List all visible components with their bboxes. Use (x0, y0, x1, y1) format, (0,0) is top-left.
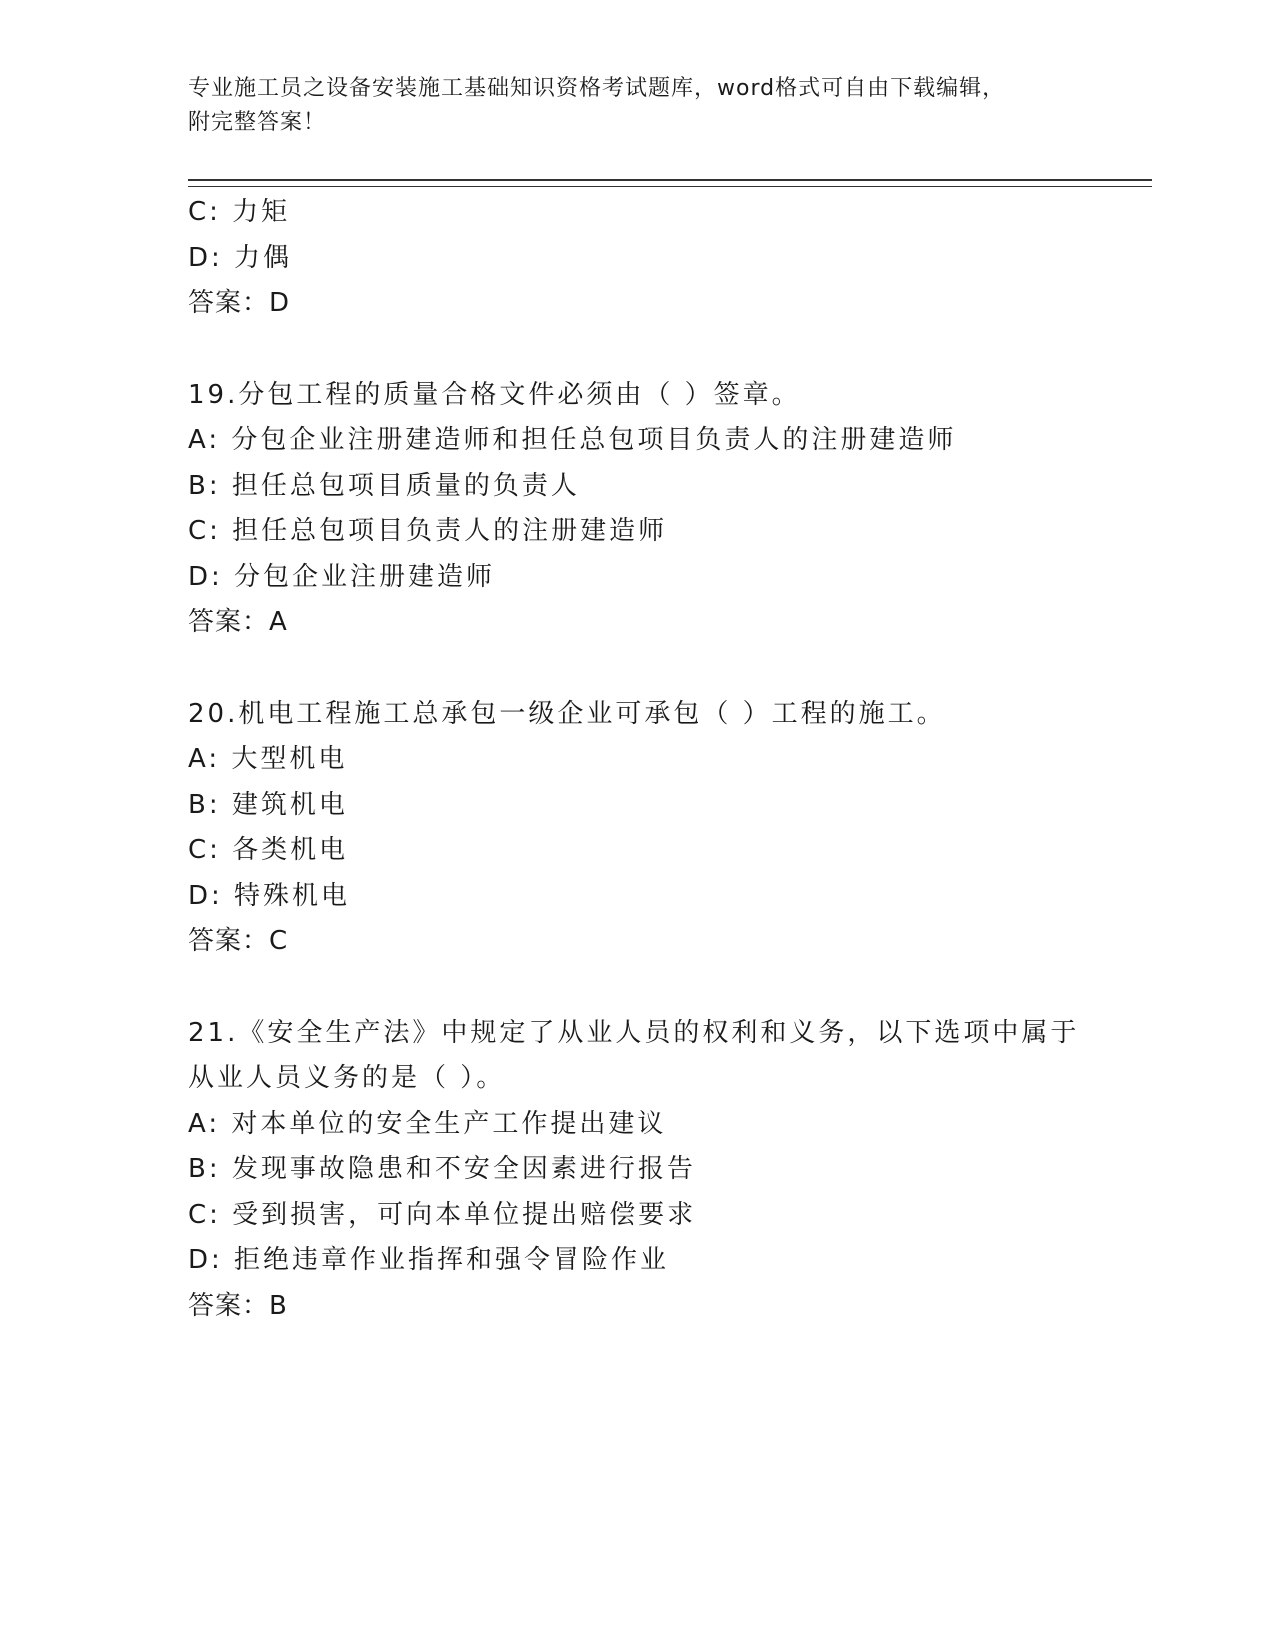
option-d: D: 分包企业注册建造师 (188, 561, 496, 592)
option-b: B: 担任总包项目质量的负责人 (188, 470, 580, 501)
answer-line: 答案：B (188, 1290, 288, 1321)
spacer (188, 327, 1088, 373)
option-c: C: 力矩 (188, 197, 291, 227)
option-d: D: 特殊机电 (188, 880, 351, 911)
option-c: C: 受到损害，可向本单位提出赔偿要求 (188, 1199, 697, 1230)
question-19 (188, 373, 1088, 646)
answer-line: 答案：D (188, 288, 291, 318)
option-c: C: 各类机电 (188, 835, 349, 865)
question-stem: 19.分包工程的质量合格文件必须由（ ）签章。 (188, 379, 801, 410)
option-b: B: 发现事故隐患和不安全因素进行报告 (188, 1154, 696, 1184)
question-20 (188, 692, 1088, 965)
option-d: D: 力偶 (188, 242, 293, 273)
spacer (188, 646, 1088, 692)
header-line-1: 专业施工员之设备安装施工基础知识资格考试题库，word格式可自由下载编辑， (188, 76, 1006, 101)
answer-line: 答案：C (188, 926, 289, 956)
spacer (188, 965, 1088, 1011)
option-c: C: 担任总包项目负责人的注册建造师 (188, 516, 668, 546)
header-line-2: 附完整答案！ (188, 110, 327, 135)
option-b: B: 建筑机电 (188, 789, 348, 820)
page-header (188, 72, 1068, 140)
question-21 (188, 1011, 1088, 1330)
header-divider (188, 179, 1152, 187)
question-content (188, 190, 1088, 1329)
option-d: D: 拒绝违章作业指挥和强令冒险作业 (188, 1245, 670, 1275)
option-a: A: 分包企业注册建造师和担任总包项目负责人的注册建造师 (188, 425, 957, 455)
question-stem: 20.机电工程施工总承包一级企业可承包（ ）工程的施工。 (188, 698, 946, 729)
answer-line: 答案：A (188, 607, 288, 637)
question-stem-line-2: 从业人员义务的是（ ）。 (188, 1063, 506, 1093)
option-a: A: 对本单位的安全生产工作提出建议 (188, 1108, 667, 1139)
question-stem-line-1: 21.《安全生产法》中规定了从业人员的权利和义务，以下选项中属于 (188, 1017, 1080, 1048)
option-a: A: 大型机电 (188, 744, 348, 774)
